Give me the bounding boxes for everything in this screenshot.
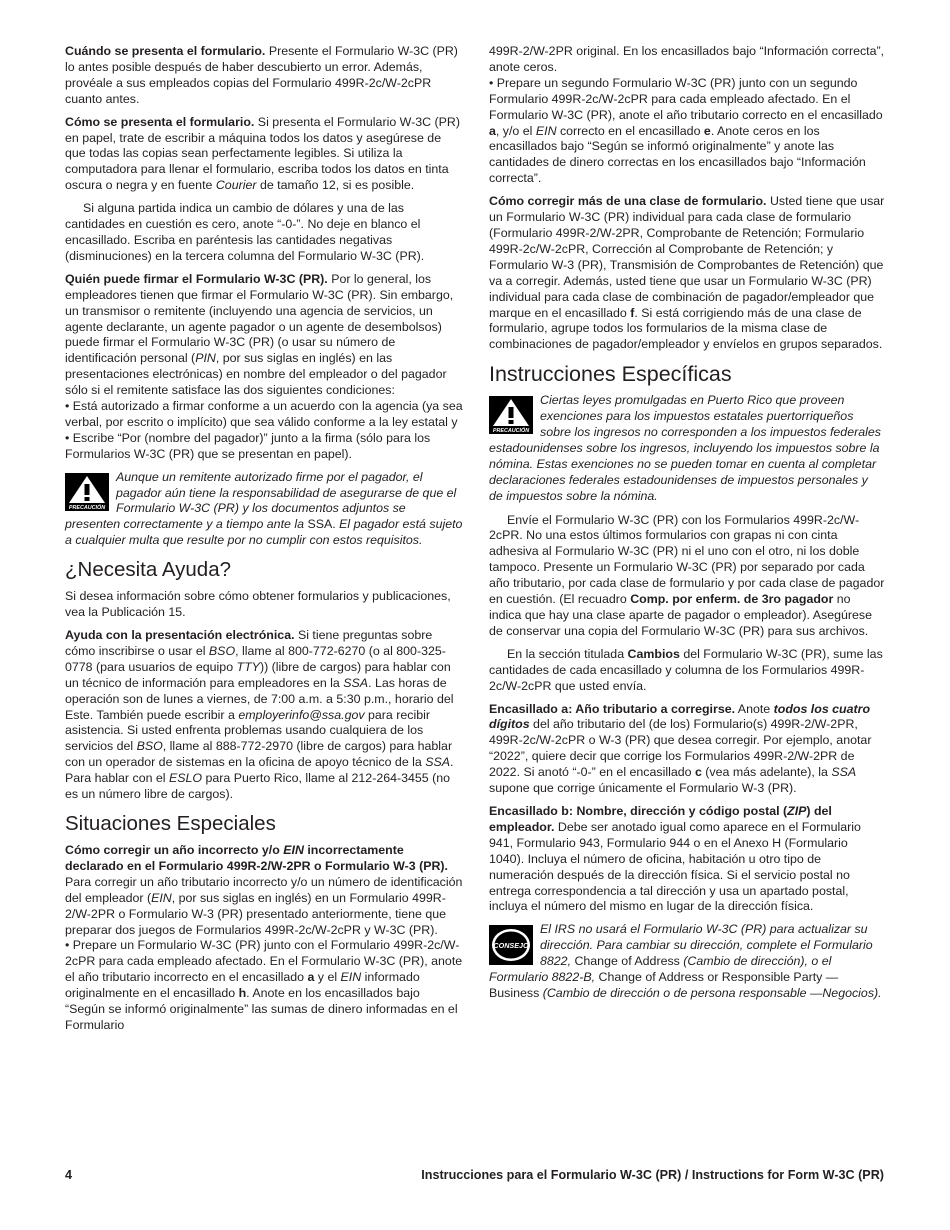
paragraph-when-to-file: Cuándo se presenta el formulario. Presente el Formulario W-3C (PR) lo antes posible después de haber descubierto un error. Además, provéale a sus empleados copias del Formulario 499R-2c/W-2cPR cuanto antes. — [65, 44, 458, 106]
tip-icon — [489, 925, 533, 965]
caution-note-pr-laws: PRECAUCIÓN Ciertas leyes promulgadas en Puerto Rico que proveen exenciones para los impuestos estatales puertorriqueños sobre los ingresos no corresponden a los impuestos federales estadounidenses sobre los ingresos, incluyendo los impuestos sobre la nómina. Estas exenciones no se pueden tomar en cuenta al completar declaraciones federales estadounidenses de impuestos personales y de impuestos sobre la nómina. — [489, 393, 881, 503]
paragraph-box-b: Encasillado b: Nombre, dirección y código postal (ZIP) del empleador. Debe ser anotado igual como aparece en el Formulario 941, Formulario 943, Formulario 944 o en el Anexo H (Formulario 1040). Incluya el número de oficina, habitación u otro tipo de numeración después de la dirección física. Si el servicio postal no entrega correspondencia a tal dirección y usa un apartado postal, incluya el número del mismo en lugar de la dirección física. — [489, 803, 861, 914]
paragraph-continued: 499R-2/W-2PR original. En los encasillados bajo “Información correcta”, anote ceros. • Prepare un segundo Formulario W-3C (PR) junto con un segundo Formulario 499R-2c/W-2cPR para cada empleado afectado. En el Formulario W-3C (PR), anote el año tributario correcto en el encasillado a, y/o el EIN correcto en el encasillado e. Anote ceros en los encasillados bajo “Según se informó originalmente” y anote las cantidades de dinero correctas en los encasillados bajo “Información correcta”. — [489, 44, 885, 186]
paragraph-forms-info: Si desea información sobre cómo obtener formularios y publicaciones, vea la Publicación 15. — [65, 589, 451, 620]
paragraph-zero-amounts: Si alguna partida indica un cambio de dólares y una de las cantidades en cuestión es cero, anote “-0-”. No deje en blanco el encasillado. Escriba en paréntesis las cantidades negativas (disminuciones) en la tercera columna del Formulario W-3C (PR). — [65, 201, 425, 263]
paragraph-send-forms: Envíe el Formulario W-3C (PR) con los Formularios 499R-2c/W-2cPR. No una estos últimos formularios con grapas ni con cinta adhesiva al Formulario W-3C (PR) ni el uno con el otro, ni los doble tampoco. Presente un Formulario W-3C (PR) por separado por cada año tributario, por cada clase de formulario y por cada clase de pagador en cuestión. (El recuadro Comp. por enferm. de 3ro pagador no indica que hay una clase aparte de pagador o empleador). Asegúrese de conservar una copia del Formulario W-3C (PR) para sus archivos. — [489, 512, 885, 638]
paragraph-how-to-file: Cómo se presenta el formulario. Si presenta el Formulario W-3C (PR) en papel, trate de escribir a máquina todos los datos y asegúrese de que todas las copias sean perfectamente legibles. Si utiliza la computadora para llenar el formulario, escriba todos los datos en tinta oscura o negra y en fuente Courier de tamaño 12, si es posible. — [65, 114, 461, 193]
bullet-authorized: • Está autorizado a firmar conforme a un acuerdo con la agencia (ya sea verbal, por escrito o implícito) que sea válido conforme a la ley estatal y — [65, 399, 463, 429]
left-column — [65, 44, 463, 1041]
bullet-writes-by: • Escribe “Por (nombre del pagador)” junto a la firma (sólo para los Formularios W-3C (PR) que se presentan en papel). — [65, 430, 431, 461]
paragraph-efile-help: Ayuda con la presentación electrónica. Si tiene preguntas sobre cómo inscribirse o usar el BSO, llame al 800-772-6270 (o al 800-325-0778 (para usuarios de equipo TTY)) (libre de cargos) para hablar con un técnico de información para empleadores en la SSA. Las horas de operación son de lunes a viernes, de 7:00 a.m. a 5:30 p.m., horario del Este. También puede escribir a employerinfo@ssa.gov para recibir asistencia. Si usted enfrenta problemas usando cualquiera de los servicios del BSO, llame al 888-772-2970 (libre de cargos) para hablar con un operador de sistemas en la oficina de apoyo técnico de la SSA. Para hablar con el ESLO para Puerto Rico, llame al 212-264-3455 (no es un número libre de cargos). — [65, 628, 454, 802]
caution-icon-label: PRECAUCIÓN — [492, 428, 530, 435]
caution-icon — [489, 396, 533, 434]
caution-icon — [65, 473, 109, 511]
tip-note-address: CONSEJO El IRS no usará el Formulario W-3C (PR) para actualizar su dirección. Para cambiar su dirección, complete el Formulario 8822, Change of Address (Cambio de dirección), o el Formulario 8822-B, Change of Address or Responsible Party — Business (Cambio de dirección o de persona responsable —Negocios). — [489, 922, 882, 1000]
heading-special-situations: Situaciones Especiales — [65, 811, 276, 835]
paragraph-who-can-sign: Quién puede firmar el Formulario W-3C (PR). Por lo general, los empleadores tienen que firmar el Formulario W-3C (PR). Sin embargo, un transmisor o remitente (incluyendo una agencia de servicios, un agente declarante, un agente pagador o un agente de desembolsos) puede firmar el Formulario W-3C (PR) (o usar su número de identificación personal (PIN, por sus siglas en inglés) en las presentaciones electrónicas) en nombre del empleador o del pagador sólo si el remitente satisface las dos siguientes condiciones: • Está autorizado a firmar conforme a un acuerdo con la agencia (ya sea verbal, por escrito o implícito) que sea válido conforme a la ley estatal y • Escribe “Por (nombre del pagador)” junto a la firma (sólo para los Formularios W-3C (PR) que se presentan en papel). — [65, 271, 463, 461]
paragraph-correct-year-ein: Cómo corregir un año incorrecto y/o EIN incorrectamente declarado en el Formulario 499R-2/W-2PR o Formulario W-3 (PR). Para corregir un año tributario incorrecto y/o un número de identificación del empleador (EIN, por sus siglas en inglés) en un Formulario 499R-2/W-2PR o Formulario W-3 (PR) presentado anteriormente, tiene que preparar dos juegos de Formularios 499R-2c/W-2cPR y W-3C (PR). • Prepare un Formulario W-3C (PR) junto con el Formulario 499R-2c/W-2cPR para cada empleado afectado. En el Formulario W-3C (PR), anote el año tributario incorrecto en el encasillado a y el EIN informado originalmente en el encasillado h. Anote en los encasillados bajo “Según se informó originalmente” las sumas de dinero informadas en el Formulario — [65, 842, 463, 1032]
tip-icon-label: CONSEJO — [493, 941, 529, 951]
footer-title: Instrucciones para el Formulario W-3C (PR) / Instructions for Form W-3C (PR) — [421, 1168, 884, 1182]
heading-need-help: ¿Necesita Ayuda? — [65, 558, 232, 582]
paragraph-more-than-one-kind: Cómo corregir más de una clase de formulario. Usted tiene que usar un Formulario W-3C (PR) individual para cada clase de formulario (Formulario 499R-2/W-2PR, Comprobante de Retención; Formulario 499R-2c/W-2cPR, Corrección al Comprobante de Retención; y Formulario W-3 (PR), Transmisión de Comprobantes de Retención) que va a corregir. Además, usted tiene que usar un Formulario W-3C (PR) individual para cada clase de combinación de pagador/empleador que marque en el encasillado f. Si está corrigiendo más de una clase de formulario, agrupe todos los formularios de la misma clase de combinaciones de pagador/empleador y envíelos en grupos separados. — [489, 194, 885, 352]
caution-note-signer: PRECAUCIÓN Aunque un remitente autorizado firme por el pagador, el pagador aún tiene la responsabilidad de asegurarse de que el Formulario W-3C (PR) y los documentos adjuntos se presenten correctamente y a tiempo ante la SSA. El pagador está sujeto a cualquier multa que resulte por no cumplir con estos requisitos. — [65, 469, 463, 548]
heading-specific-instructions: Instrucciones Específicas — [489, 362, 732, 387]
bullet-prepare-first: • Prepare un Formulario W-3C (PR) junto con el Formulario 499R-2c/W-2cPR para cada empleado afectado. En el Formulario W-3C (PR), anote el año tributario incorrecto en el encasillado a y el EIN informado originalmente en el encasillado h. Anote en los encasillados bajo “Según se informó originalmente” las sumas de dinero informadas en el Formulario — [65, 938, 463, 1032]
right-column — [489, 44, 885, 1010]
bullet-prepare-second: • Prepare un segundo Formulario W-3C (PR) junto con un segundo Formulario 499R-2c/W-2cPR para cada empleado afectado. En el Formulario W-3C (PR), anote el año tributario correcto en el encasillado a, y/o el EIN correcto en el encasillado e. Anote ceros en los encasillados bajo “Según se informó originalmente” y anote las cantidades de dinero correctas en los encasillados bajo “Información correcta”. — [489, 75, 883, 186]
paragraph-changes-section: En la sección titulada Cambios del Formulario W-3C (PR), sume las cantidades de cada encasillado y columna de los Formularios 499R-2c/W-2cPR que usted envía. — [489, 646, 883, 693]
page-number: 4 — [65, 1168, 73, 1182]
paragraph-box-a: Encasillado a: Año tributario a corregirse. Anote todos los cuatro dígitos del año tributario del (de los) Formulario(s) 499R-2/W-2PR, 499R-2c/W-2cPR o W-3 (PR) que desea corregir. Por ejemplo, anotar “2022”, quiere decir que corrige los Formularios 499R-2/W-2PR de 2022. Si anotó “-0-” en el encasillado c (vea más adelante), la SSA supone que corrige únicamente el Formulario W-3 (PR). — [489, 701, 872, 796]
caution-icon-label: PRECAUCIÓN — [68, 504, 106, 511]
